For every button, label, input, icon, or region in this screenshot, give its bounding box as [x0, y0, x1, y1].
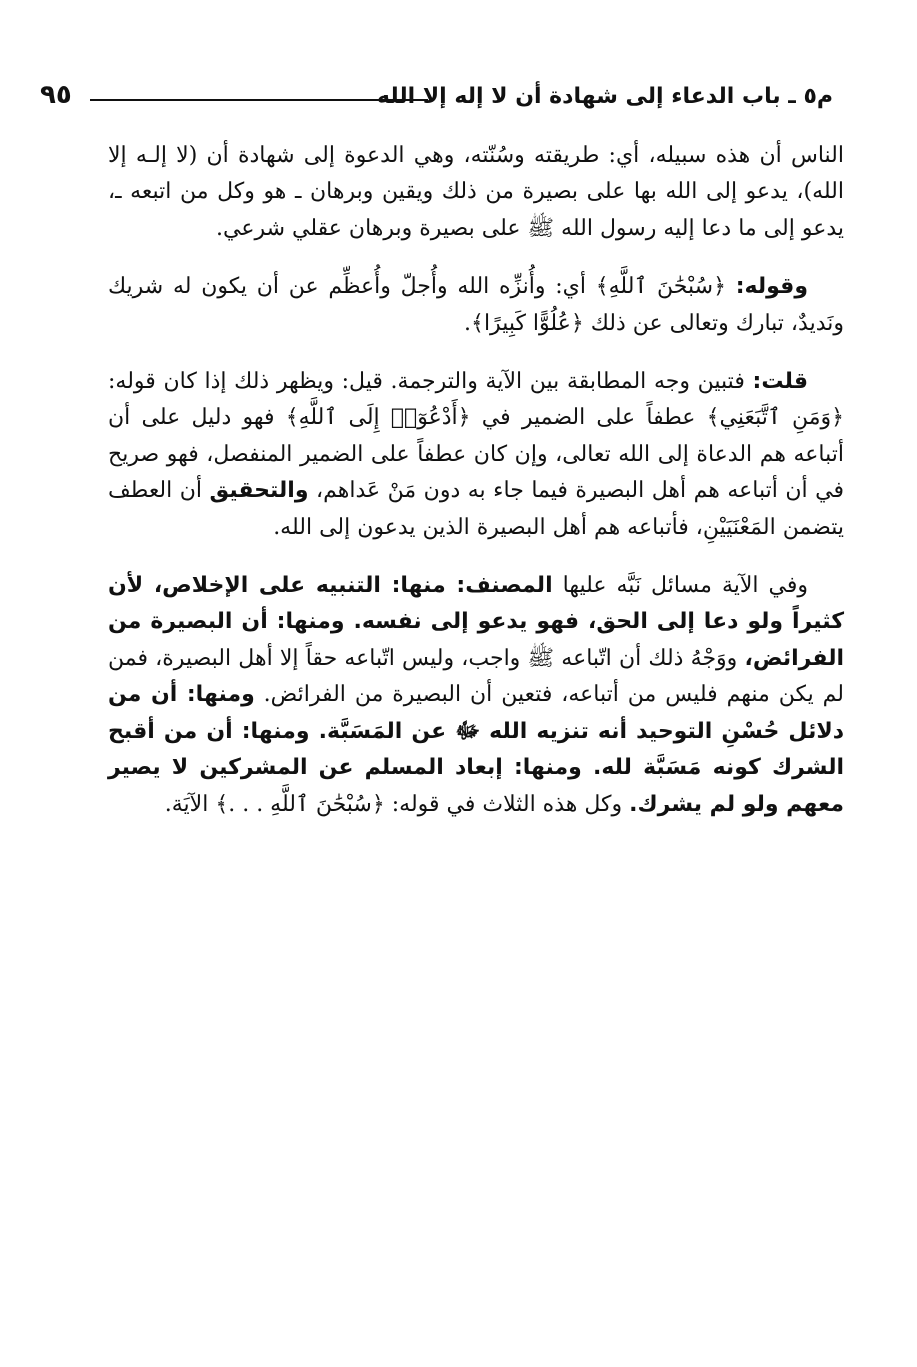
quran-quote: ﴿عُلُوًّا كَبِيرًا﴾	[471, 310, 584, 336]
paragraph-3-text-4: أن العطف يتضمن المَعْنَيَيْنِ، فأتباعه هم أهل البصيرة الذين يدعون إلى الله.	[108, 478, 844, 540]
quran-quote: ﴿وَمَنِ ٱتَّبَعَنِي﴾	[706, 405, 845, 431]
header-rule	[90, 99, 428, 101]
paragraph-4-text-3: وكل هذه الثلاث في قوله:	[384, 791, 630, 817]
paragraph-2-text-2: .	[464, 310, 472, 336]
paragraph-4-text-1: وفي الآية مسائل نَبَّه عليها	[552, 573, 808, 599]
paragraph-3-text-1: فتبين وجه المطابقة بين الآية والترجمة. قيل: ويظهر ذلك إذا كان قوله:	[108, 369, 753, 395]
paragraph-3-text-2: عطفاً على الضمير في	[470, 405, 707, 431]
chapter-title: م٥ ـ باب الدعاء إلى شهادة أن لا إله إلا الله	[377, 84, 833, 109]
page-body	[108, 138, 844, 845]
paragraph-3-bold: والتحقيق	[209, 478, 309, 504]
paragraph-3-text-3: فهو دليل على أن أتباعه هم الدعاة إلى الله تعالى، وإن كان عطفاً على الضمير المنفصل، فهو صريح في أن أتباعه هم أهل البصيرة فيما جاء به دون مَنْ عَداهم،	[108, 405, 844, 504]
paragraph-1: الناس أن هذه سبيله، أي: طريقته وسُنّته، وهي الدعوة إلى شهادة أن (لا إلـه إلا الله)، يدعو إلى الله بها على بصيرة من ذلك ويقين وبرهان ـ هو وكل من اتبعه ـ، يدعو إلى ما دعا إليه رسول الله ﷺ على بصيرة وبرهان عقلي شرعي.	[108, 143, 844, 241]
paragraph-4	[108, 568, 844, 823]
paragraph-2-label: وقوله:	[735, 274, 808, 300]
paragraph-2-text-1: أي: وأُنزِّه الله وأُجلّ وأُعظِّم عن أن يكون له شريك ونَديدٌ، تبارك وتعالى عن ذلك	[108, 274, 844, 336]
quran-quote: ﴿سُبْحَٰنَ ٱللَّهِ﴾	[595, 274, 726, 300]
quran-quote: ﴿سُبْحَٰنَ ٱللَّهِ . . .﴾	[215, 791, 385, 817]
page-header	[40, 78, 833, 118]
paragraph-3	[108, 364, 844, 546]
paragraph-4-text-4: الآيَة.	[164, 791, 216, 817]
paragraph-4-bold-2: ومنها: أن من دلائل حُسْنِ التوحيد أنه تنزيه الله ﷻ عن المَسَبَّة. ومنها: أن من أقبح الشرك كونه مَسَبَّة لله. ومنها: إبعاد المسلم عن المشركين لا يصير معهم ولو لم يشرك.	[108, 682, 844, 817]
paragraph-4-text-2: ووَجْهُ ذلك أن اتّباعه ﷺ واجب، وليس اتّباعه حقاً إلا أهل البصيرة، فمن لم يكن منهم فليس من أتباعه، فتعين أن البصيرة من الفرائض.	[108, 645, 844, 708]
paragraph-3-label: قلت:	[752, 369, 808, 395]
page-number: ٩٥	[40, 80, 72, 110]
paragraph-2	[108, 269, 844, 342]
quran-quote: ﴿أَدْعُوٓا۟ إِلَى ٱللَّهِ﴾	[285, 405, 471, 431]
paragraph-4-bold-1: المصنف: منها: التنبيه على الإخلاص، لأن كثيراً ولو دعا إلى الحق، فهو يدعو إلى نفسه. ومنها: أن البصيرة من الفرائض،	[108, 573, 844, 671]
